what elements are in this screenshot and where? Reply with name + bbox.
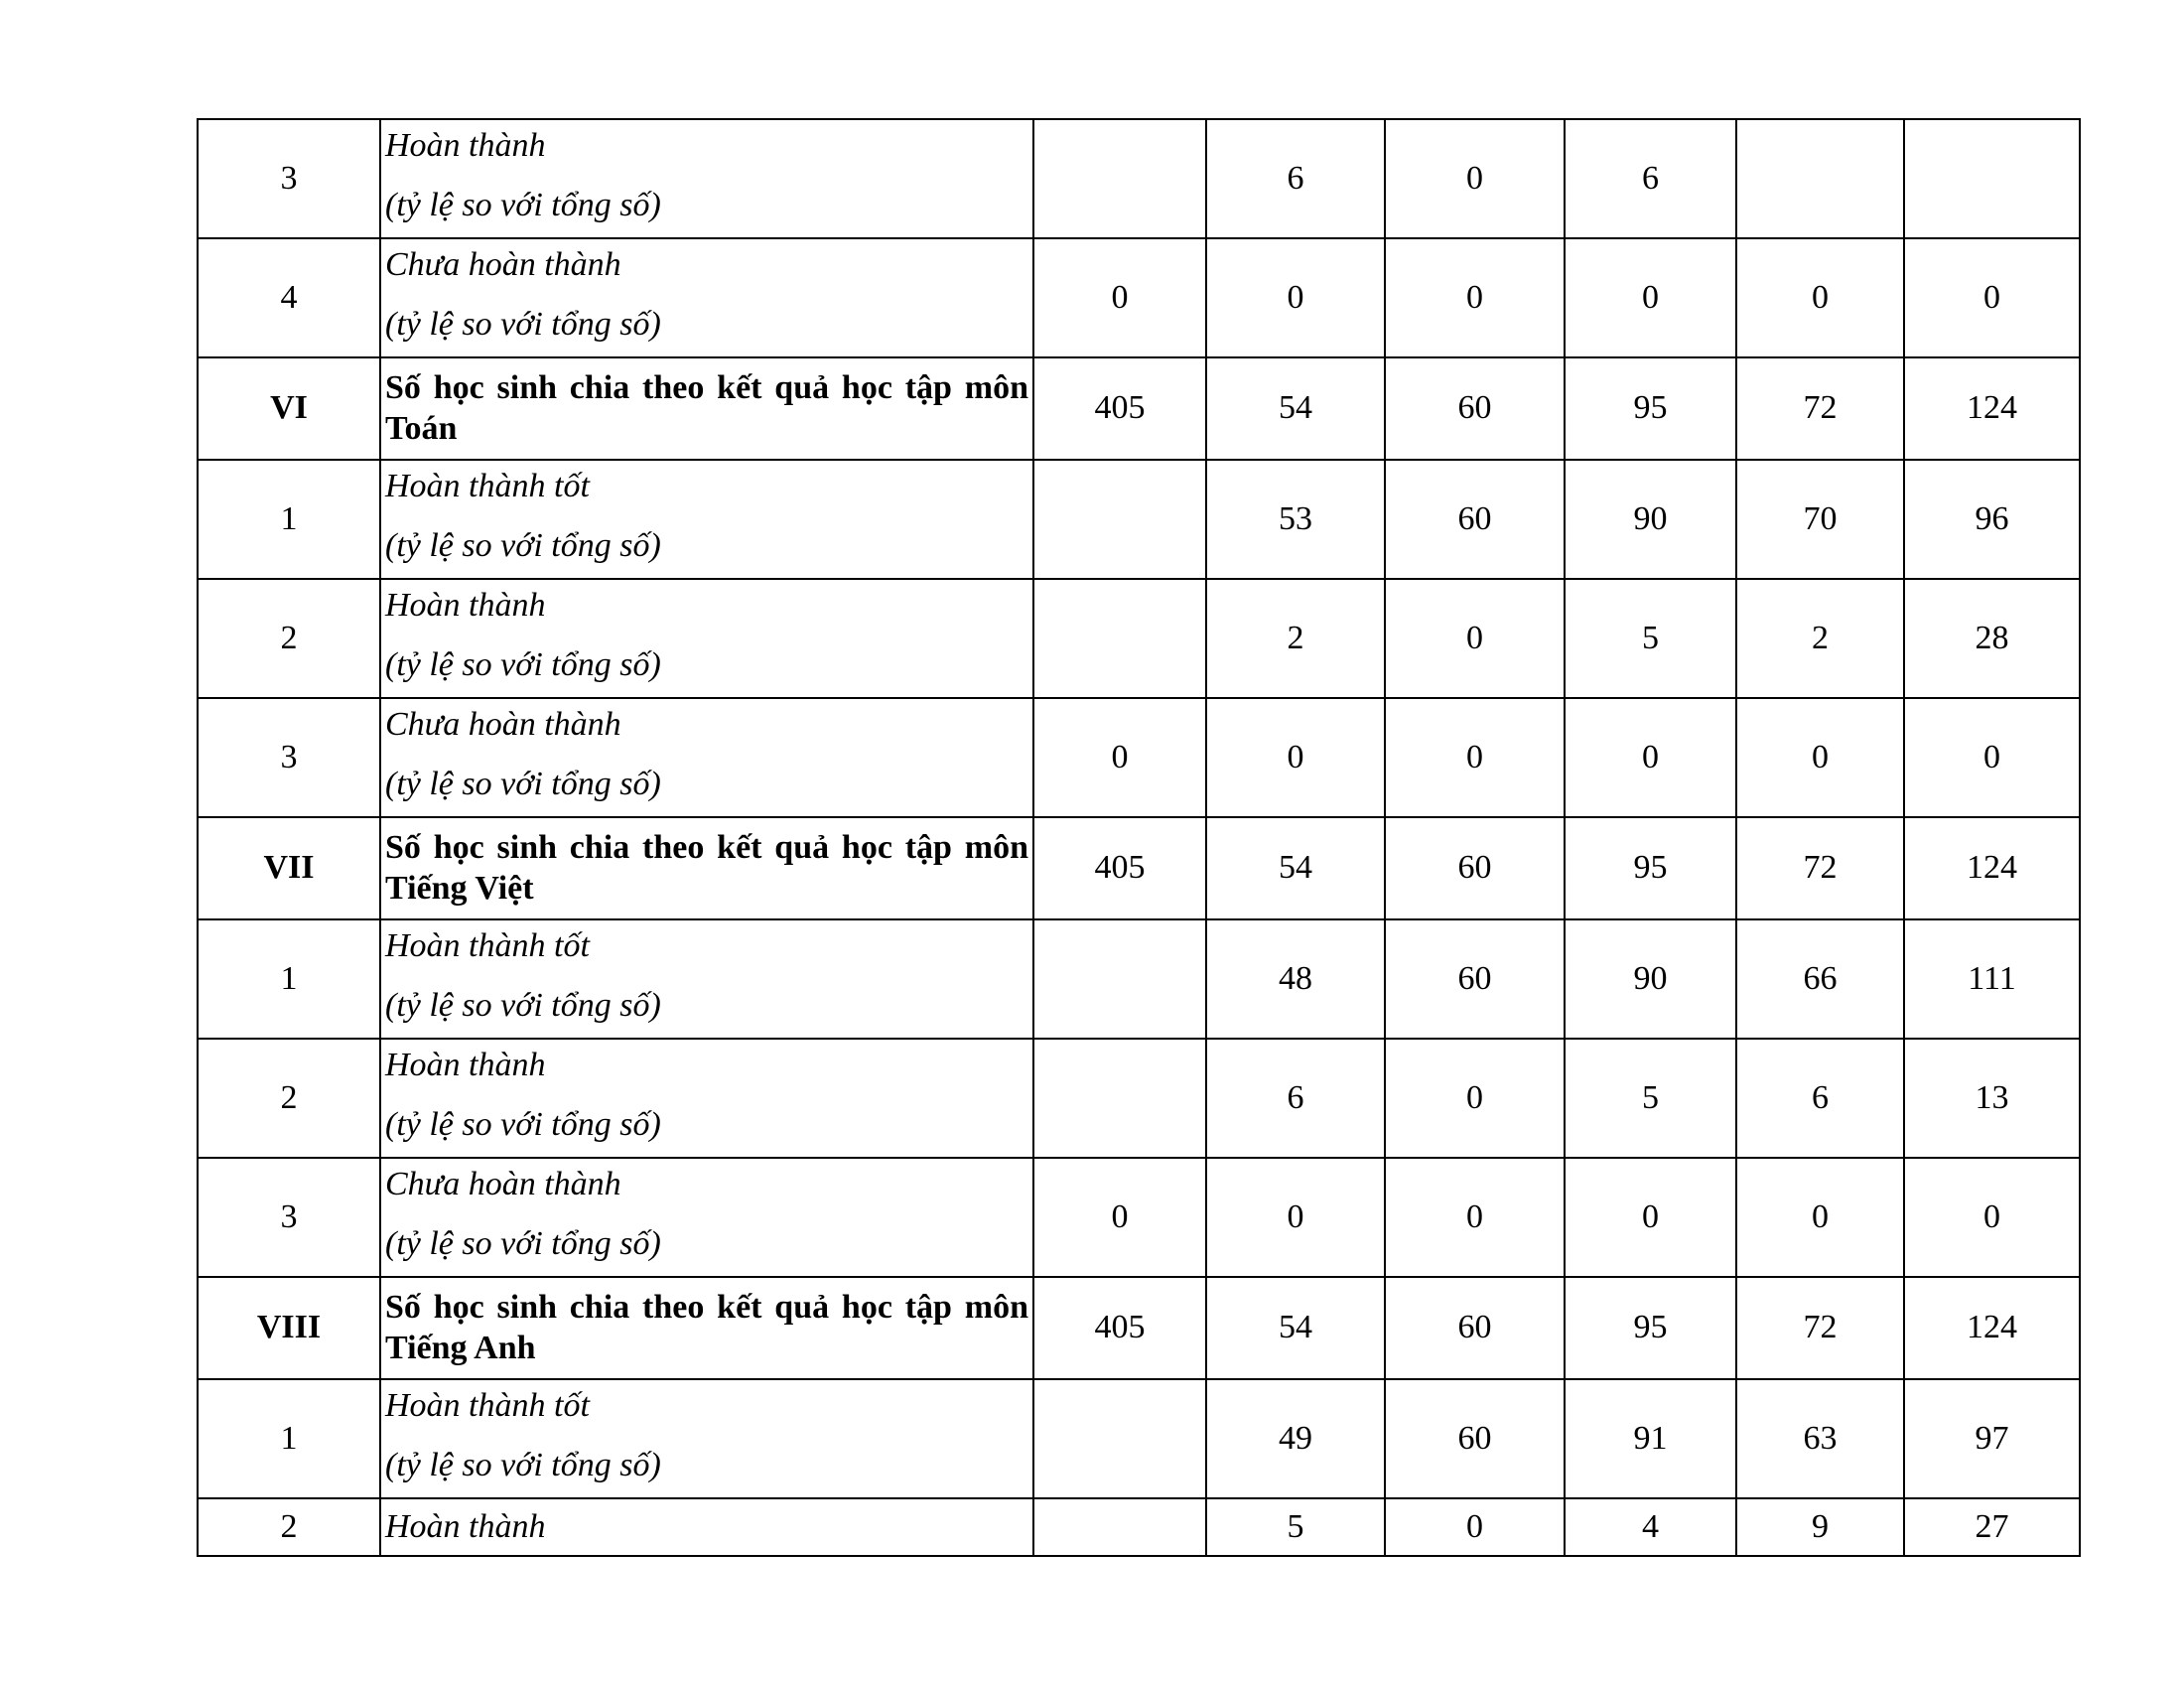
row-number-cell: 1 bbox=[198, 460, 380, 579]
value-cell: 0 bbox=[1385, 579, 1565, 698]
value-cell: 0 bbox=[1565, 238, 1736, 357]
value-cell: 95 bbox=[1565, 817, 1736, 919]
section-row bbox=[198, 817, 2080, 919]
value-cell: 60 bbox=[1385, 1277, 1565, 1379]
value-cell: 60 bbox=[1385, 919, 1565, 1039]
value-cell: 66 bbox=[1736, 919, 1904, 1039]
value-cell: 124 bbox=[1904, 1277, 2080, 1379]
value-cell: 0 bbox=[1385, 119, 1565, 238]
row-label-cell bbox=[380, 238, 1033, 357]
section-title: Số học sinh chia theo kết quả học tập môn Toán bbox=[385, 368, 1028, 447]
value-cell: 0 bbox=[1904, 698, 2080, 817]
category-label: Chưa hoàn thành bbox=[385, 246, 621, 283]
ratio-note: (tỷ lệ so với tổng số) bbox=[385, 527, 661, 564]
total-value-cell bbox=[1033, 1498, 1206, 1556]
total-value-cell: 0 bbox=[1033, 698, 1206, 817]
table-row bbox=[198, 579, 2080, 698]
row-label-cell bbox=[380, 579, 1033, 698]
section-row bbox=[198, 357, 2080, 460]
row-label-cell bbox=[380, 817, 1033, 919]
value-cell: 0 bbox=[1904, 1158, 2080, 1277]
section-title: Số học sinh chia theo kết quả học tập môn Tiếng Anh bbox=[385, 1288, 1028, 1366]
row-number-cell: 3 bbox=[198, 1158, 380, 1277]
ratio-note: (tỷ lệ so với tổng số) bbox=[385, 987, 661, 1024]
value-cell: 91 bbox=[1565, 1379, 1736, 1498]
value-cell: 5 bbox=[1565, 579, 1736, 698]
value-cell: 0 bbox=[1736, 238, 1904, 357]
category-label: Hoàn thành tốt bbox=[385, 927, 590, 964]
row-label-cell bbox=[380, 1039, 1033, 1158]
results-table bbox=[197, 118, 2081, 1557]
value-cell: 111 bbox=[1904, 919, 2080, 1039]
value-cell: 49 bbox=[1206, 1379, 1385, 1498]
row-number-cell: 3 bbox=[198, 698, 380, 817]
total-value-cell: 405 bbox=[1033, 357, 1206, 460]
value-cell: 0 bbox=[1904, 238, 2080, 357]
table-row bbox=[198, 1158, 2080, 1277]
value-cell bbox=[1736, 119, 1904, 238]
value-cell: 4 bbox=[1565, 1498, 1736, 1556]
value-cell: 0 bbox=[1206, 1158, 1385, 1277]
row-number-cell: VI bbox=[198, 357, 380, 460]
value-cell: 0 bbox=[1565, 1158, 1736, 1277]
table-row bbox=[198, 919, 2080, 1039]
value-cell: 0 bbox=[1736, 1158, 1904, 1277]
table-row bbox=[198, 1379, 2080, 1498]
row-label-cell bbox=[380, 460, 1033, 579]
ratio-note: (tỷ lệ so với tổng số) bbox=[385, 646, 661, 683]
ratio-note: (tỷ lệ so với tổng số) bbox=[385, 187, 661, 223]
value-cell: 60 bbox=[1385, 817, 1565, 919]
value-cell: 54 bbox=[1206, 357, 1385, 460]
category-label: Hoàn thành tốt bbox=[385, 468, 590, 504]
table-body bbox=[198, 119, 2080, 1556]
row-number-cell: 2 bbox=[198, 1498, 380, 1556]
total-value-cell bbox=[1033, 919, 1206, 1039]
value-cell: 5 bbox=[1565, 1039, 1736, 1158]
value-cell: 95 bbox=[1565, 1277, 1736, 1379]
value-cell: 6 bbox=[1736, 1039, 1904, 1158]
row-number-cell: 1 bbox=[198, 919, 380, 1039]
row-number-cell: 3 bbox=[198, 119, 380, 238]
total-value-cell: 405 bbox=[1033, 1277, 1206, 1379]
total-value-cell bbox=[1033, 460, 1206, 579]
value-cell: 70 bbox=[1736, 460, 1904, 579]
total-value-cell bbox=[1033, 1039, 1206, 1158]
ratio-note: (tỷ lệ so với tổng số) bbox=[385, 1447, 661, 1483]
value-cell: 27 bbox=[1904, 1498, 2080, 1556]
value-cell: 6 bbox=[1565, 119, 1736, 238]
category-label: Hoàn thành bbox=[385, 127, 546, 164]
value-cell: 96 bbox=[1904, 460, 2080, 579]
ratio-note: (tỷ lệ so với tổng số) bbox=[385, 1106, 661, 1143]
value-cell: 5 bbox=[1206, 1498, 1385, 1556]
value-cell: 54 bbox=[1206, 1277, 1385, 1379]
value-cell: 124 bbox=[1904, 357, 2080, 460]
row-label-cell bbox=[380, 1277, 1033, 1379]
total-value-cell bbox=[1033, 119, 1206, 238]
value-cell: 60 bbox=[1385, 1379, 1565, 1498]
row-number-cell: 2 bbox=[198, 1039, 380, 1158]
section-row bbox=[198, 1277, 2080, 1379]
total-value-cell bbox=[1033, 579, 1206, 698]
value-cell: 13 bbox=[1904, 1039, 2080, 1158]
value-cell: 97 bbox=[1904, 1379, 2080, 1498]
total-value-cell bbox=[1033, 1379, 1206, 1498]
row-number-cell: 1 bbox=[198, 1379, 380, 1498]
category-label: Chưa hoàn thành bbox=[385, 1166, 621, 1202]
value-cell: 90 bbox=[1565, 919, 1736, 1039]
value-cell: 2 bbox=[1736, 579, 1904, 698]
value-cell: 0 bbox=[1206, 238, 1385, 357]
total-value-cell: 0 bbox=[1033, 238, 1206, 357]
value-cell: 28 bbox=[1904, 579, 2080, 698]
row-label-cell bbox=[380, 1379, 1033, 1498]
value-cell: 72 bbox=[1736, 817, 1904, 919]
category-label: Hoàn thành bbox=[385, 1047, 546, 1083]
category-label: Hoàn thành bbox=[385, 587, 546, 624]
table-row bbox=[198, 460, 2080, 579]
table-row bbox=[198, 1498, 2080, 1556]
value-cell: 90 bbox=[1565, 460, 1736, 579]
total-value-cell: 0 bbox=[1033, 1158, 1206, 1277]
value-cell: 54 bbox=[1206, 817, 1385, 919]
value-cell: 124 bbox=[1904, 817, 2080, 919]
row-number-cell: VII bbox=[198, 817, 380, 919]
ratio-note: (tỷ lệ so với tổng số) bbox=[385, 1225, 661, 1262]
value-cell: 72 bbox=[1736, 1277, 1904, 1379]
category-label: Hoàn thành tốt bbox=[385, 1387, 590, 1424]
section-title: Số học sinh chia theo kết quả học tập môn Tiếng Việt bbox=[385, 828, 1028, 907]
value-cell: 0 bbox=[1385, 1039, 1565, 1158]
row-label-cell bbox=[380, 919, 1033, 1039]
value-cell: 2 bbox=[1206, 579, 1385, 698]
value-cell: 53 bbox=[1206, 460, 1385, 579]
row-label-cell bbox=[380, 357, 1033, 460]
row-number-cell: 2 bbox=[198, 579, 380, 698]
category-label: Chưa hoàn thành bbox=[385, 706, 621, 743]
value-cell: 0 bbox=[1385, 1498, 1565, 1556]
category-label: Hoàn thành bbox=[385, 1507, 546, 1545]
row-label-cell bbox=[380, 1498, 1033, 1556]
value-cell: 48 bbox=[1206, 919, 1385, 1039]
value-cell: 0 bbox=[1385, 1158, 1565, 1277]
row-label-cell bbox=[380, 119, 1033, 238]
ratio-note: (tỷ lệ so với tổng số) bbox=[385, 306, 661, 343]
total-value-cell: 405 bbox=[1033, 817, 1206, 919]
table-row bbox=[198, 238, 2080, 357]
value-cell: 6 bbox=[1206, 119, 1385, 238]
value-cell bbox=[1904, 119, 2080, 238]
value-cell: 0 bbox=[1385, 698, 1565, 817]
value-cell: 72 bbox=[1736, 357, 1904, 460]
value-cell: 0 bbox=[1385, 238, 1565, 357]
row-number-cell: 4 bbox=[198, 238, 380, 357]
row-label-cell bbox=[380, 1158, 1033, 1277]
value-cell: 60 bbox=[1385, 460, 1565, 579]
value-cell: 0 bbox=[1736, 698, 1904, 817]
value-cell: 63 bbox=[1736, 1379, 1904, 1498]
row-number-cell: VIII bbox=[198, 1277, 380, 1379]
value-cell: 9 bbox=[1736, 1498, 1904, 1556]
value-cell: 6 bbox=[1206, 1039, 1385, 1158]
table-row bbox=[198, 119, 2080, 238]
table-row bbox=[198, 1039, 2080, 1158]
ratio-note: (tỷ lệ so với tổng số) bbox=[385, 766, 661, 802]
table-row bbox=[198, 698, 2080, 817]
row-label-cell bbox=[380, 698, 1033, 817]
value-cell: 60 bbox=[1385, 357, 1565, 460]
value-cell: 0 bbox=[1206, 698, 1385, 817]
value-cell: 95 bbox=[1565, 357, 1736, 460]
value-cell: 0 bbox=[1565, 698, 1736, 817]
